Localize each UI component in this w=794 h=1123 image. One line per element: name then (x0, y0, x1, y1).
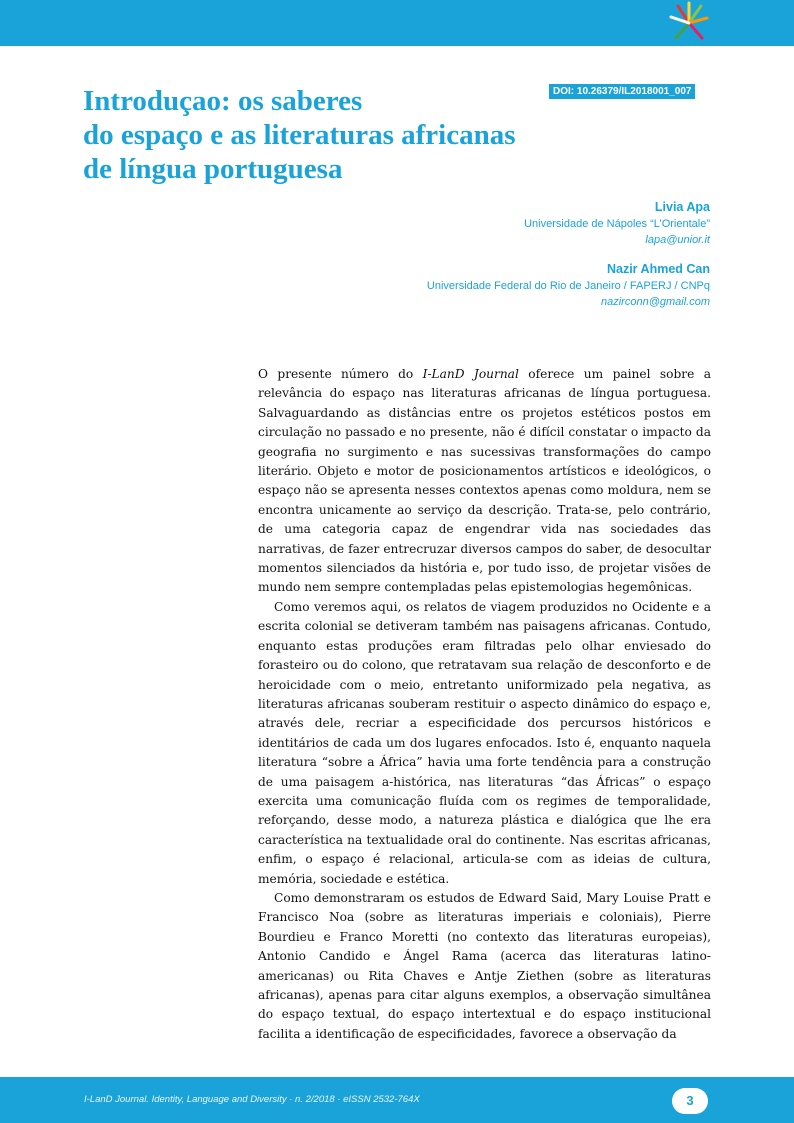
page-number: 3 (672, 1088, 708, 1114)
paragraph: O presente número do I-LanD Journal oferece um painel sobre a relevância do espaço nas literaturas africanas de língua portuguesa. Salvaguardando as distâncias entre os projetos estéticos postos em circulação no passado e no presente, não é difícil constatar o impacto da geografia no surgimento e nas sucessivas transformações do campo literário. Objeto e motor de posicionamentos artísticos e ideológicos, o espaço não se apresenta nesses contextos apenas como moldura, nem se encontra unicamente ao serviço da descrição. Trata-se, pelo contrário, de uma categoria capaz de engendrar vida nas sociedades das narrativas, de fazer entrecruzar diversos campos do saber, de desocultar momentos silenciados da história e, por tudo isso, de projetar visões de mundo nem sempre contempladas pelas epistemologias hegemônicas. (258, 367, 712, 595)
doi-badge[interactable]: DOI: 10.26379/IL2018001_007 (549, 84, 695, 99)
journal-logo-icon (664, 0, 714, 46)
author-affiliation: Universidade Federal do Rio de Janeiro / FAPERJ / CNPq (426, 280, 710, 292)
title-line: de língua portuguesa (83, 153, 343, 185)
author-email[interactable]: lapa@unior.it (645, 234, 710, 246)
author-affiliation: Universidade de Nápoles “L’Orientale” (524, 218, 710, 230)
paragraph: Como veremos aqui, os relatos de viagem produzidos no Ocidente e a escrita colonial se detiveram também nas paisagens africanas. Contudo, enquanto estas produções eram filtradas pelo olhar enviesado do forasteiro ou do colono, que retratavam sua relação de desconforto e de heroicidade com o meio, entretanto uniformizado pela negativa, as literaturas africanas souberam restituir o aspecto dinâmico do espaço e, através dele, recriar a especificidade dos percursos históricos e identitários de cada um dos lugares enfocados. Isto é, enquanto naquela literatura “sobre a África” havia uma forte tendência para a construção de uma paisagem a-histórica, nas literaturas “das Áfricas” o espaço exercita uma comunicação fluída com os regimes de temporalidade, reforçando, desse modo, a natureza plástica e dialógica que lhe era característica na textualidade oral do continente. Nas escritas africanas, enfim, o espaço é relacional, articula-se com as ideias de cultura, memória, sociedade e estética. (258, 599, 711, 886)
author-name: Nazir Ahmed Can (606, 262, 710, 276)
author-email[interactable]: nazirconn@gmail.com (601, 296, 710, 308)
author-block (290, 198, 710, 248)
author-name: Livia Apa (654, 200, 710, 214)
footer-citation: I-LanD Journal. Identity, Language and Diversity · n. 2/2018 · eISSN 2532-764X (84, 1094, 420, 1105)
paragraph: Como demonstraram os estudos de Edward Said, Mary Louise Pratt e Francisco Noa (sobre as literaturas imperiais e coloniais), Pierre Bourdieu e Franco Moretti (no contexto das literaturas europeias), Antonio Candido e Ángel Rama (acerca das literaturas latino-americanas) ou Rita Chaves e Antje Ziethen (sobre as literaturas africanas), apenas para citar alguns exemplos, a observação simultânea do espaço textual, do espaço intertextual e do espaço institucional facilita a identificação de especificidades, favorece a observação da (258, 890, 711, 1041)
author-list (290, 198, 710, 310)
title-line: do espaço e as literaturas africanas (83, 119, 516, 151)
journal-name: I-LanD Journal (422, 367, 519, 381)
title-line: Introduçao: os saberes (83, 85, 363, 117)
article-title (83, 84, 603, 186)
article-body (258, 365, 711, 1044)
author-block (290, 260, 710, 310)
